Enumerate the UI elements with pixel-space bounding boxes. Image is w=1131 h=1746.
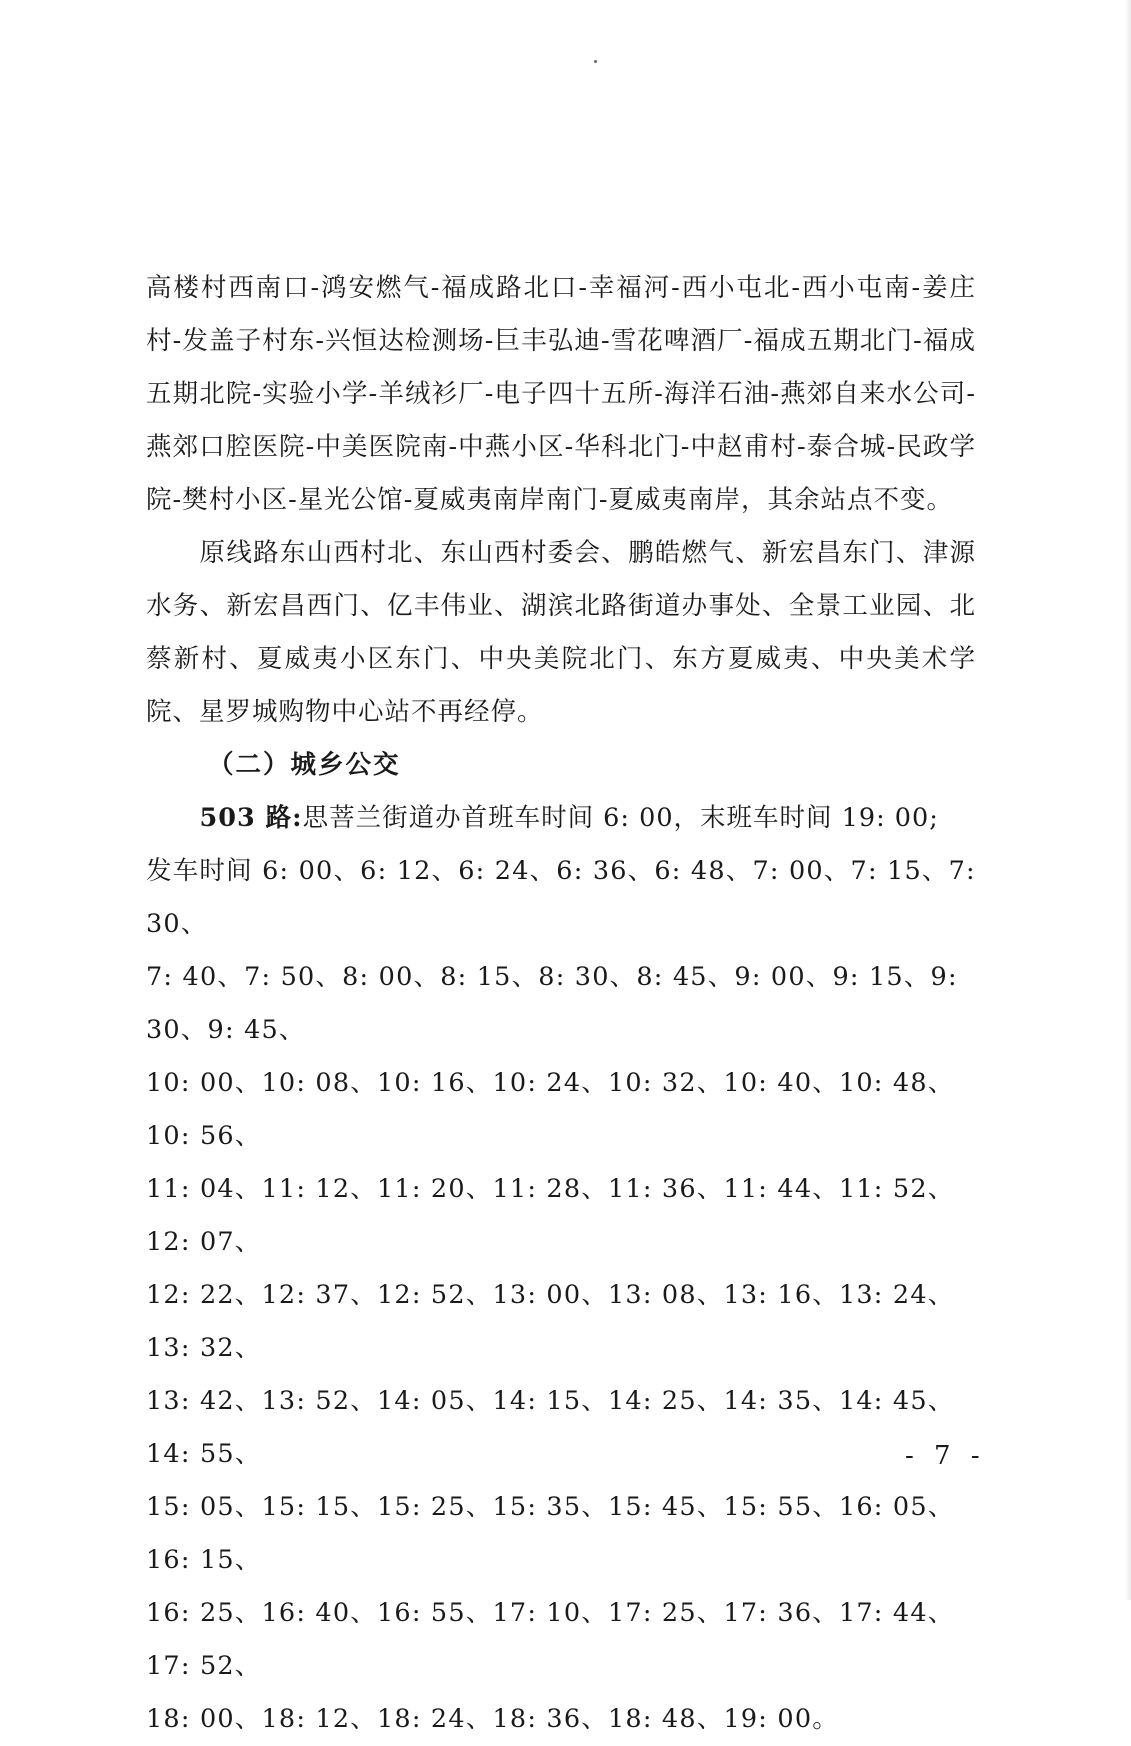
departure-times-block [146,845,976,1746]
scan-edge-shadow [1125,0,1131,1600]
departure-line: 15: 05、15: 15、15: 25、15: 35、15: 45、15: 55、16: 05、16: 15、 [146,1492,955,1575]
document-body [146,262,976,1746]
departure-line: 13: 42、13: 52、14: 05、14: 15、14: 25、14: 35、14: 45、14: 55、 [146,1386,955,1469]
departure-line: 16: 25、16: 40、16: 55、17: 10、17: 25、17: 36、17: 44、17: 52、 [146,1598,955,1681]
scan-speck [594,60,597,63]
route-stops-paragraph: 高楼村西南口-鸿安燃气-福成路北口-幸福河-西小屯北-西小屯南-姜庄村-发盖子村东-兴恒达检测场-巨丰弘迪-雪花啤酒厂-福成五期北门-福成五期北院-实验小学-羊绒衫厂-电子四十五所-海洋石油-燕郊自来水公司-燕郊口腔医院-中美医院南-中燕小区-华科北门-中赵甫村-泰合城-民政学院-樊村小区-星光公馆-夏威夷南岸南门-夏威夷南岸，其余站点不变。 [146,273,976,515]
departure-line: 18: 00、18: 12、18: 24、18: 36、18: 48、19: 00。 [146,1704,839,1734]
route-503-label: 503 路: [199,803,303,833]
departure-line: 7: 40、7: 50、8: 00、8: 15、8: 30、8: 45、9: 00、9: 15、9: 30、9: 45、 [146,962,958,1045]
route-503-intro [146,792,976,845]
departure-line: 发车时间 6: 00、6: 12、6: 24、6: 36、6: 48、7: 00、7: 15、7: 30、 [146,856,976,939]
departure-line: 11: 04、11: 12、11: 20、11: 28、11: 36、11: 44、11: 52、12: 07、 [146,1174,955,1257]
route-503-first-last-times: 思菩兰街道办首班车时间 6: 00，末班车时间 19: 00; [302,803,939,833]
departure-line: 12: 22、12: 37、12: 52、13: 00、13: 08、13: 16、13: 24、13: 32、 [146,1280,955,1363]
section-heading: （二）城乡公交 [208,750,401,780]
page-number: - 7 - [905,1441,986,1471]
departure-line: 10: 00、10: 08、10: 16、10: 24、10: 32、10: 40、10: 48、10: 56、 [146,1068,955,1151]
removed-stops-paragraph: 原线路东山西村北、东山西村委会、鹏皓燃气、新宏昌东门、津源水务、新宏昌西门、亿丰伟业、湖滨北路街道办事处、全景工业园、北蔡新村、夏威夷小区东门、中央美院北门、东方夏威夷、中央美术学院、星罗城购物中心站不再经停。 [146,538,976,727]
